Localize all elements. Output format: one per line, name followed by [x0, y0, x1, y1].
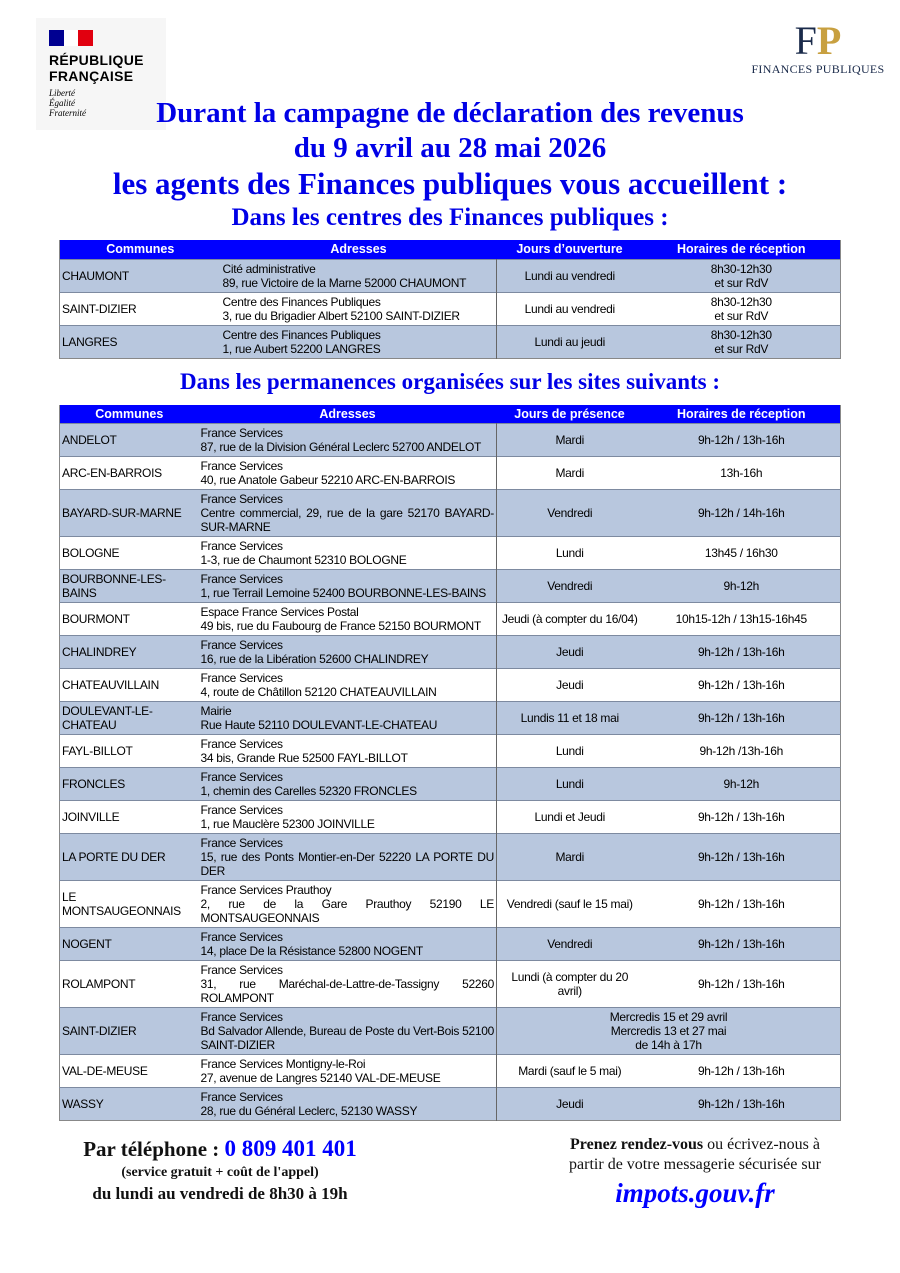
table-row	[60, 424, 841, 457]
hours-cell: 9h-12h / 13h-16h	[643, 636, 841, 669]
table-row	[60, 603, 841, 636]
section-title-permanences: Dans les permanences organisées sur les sites suivants :	[179, 368, 721, 394]
commune-cell: CHAUMONT	[60, 259, 221, 292]
commune-cell: NOGENT	[60, 928, 199, 961]
address-cell: France Services Prauthoy 2, rue de la Gare Prauthoy 52190 LE MONTSAUGEONNAIS	[199, 881, 497, 928]
column-header: Jours d’ouverture	[497, 240, 643, 259]
commune-cell: JOINVILLE	[60, 801, 199, 834]
days-cell: Jeudi	[497, 669, 643, 702]
address-cell: France Services 1-3, rue de Chaumont 52310 BOLOGNE	[199, 537, 497, 570]
rf-name: RÉPUBLIQUE FRANÇAISE	[49, 52, 144, 84]
hours-cell: 9h-12h / 13h-16h	[643, 801, 841, 834]
commune-cell: FRONCLES	[60, 768, 199, 801]
address-cell: Centre des Finances Publiques 1, rue Aubert 52200 LANGRES	[221, 325, 497, 358]
hours-cell: 9h-12h / 13h-16h	[643, 1055, 841, 1088]
phone-contact	[60, 1135, 380, 1211]
table-row	[60, 1088, 841, 1121]
days-cell: Vendredi	[497, 490, 643, 537]
fp-name: FINANCES PUBLIQUES	[751, 62, 885, 76]
rf-motto: Liberté Égalité Fraternité	[49, 88, 86, 118]
address-cell: France Services 40, rue Anatole Gabeur 52210 ARC-EN-BARROIS	[199, 457, 497, 490]
rdv-bold: Prenez rendez-vous	[570, 1136, 704, 1153]
address-cell: Centre des Finances Publiques 3, rue du Brigadier Albert 52100 SAINT-DIZIER	[221, 292, 497, 325]
address-cell: France Services 87, rue de la Division Général Leclerc 52700 ANDELOT	[199, 424, 497, 457]
phone-hours: du lundi au vendredi de 8h30 à 19h	[92, 1184, 348, 1203]
phone-note: (service gratuit + coût de l'appel)	[121, 1165, 319, 1180]
address-cell: France Services 16, rue de la Libération 52600 CHALINDREY	[199, 636, 497, 669]
centres-table	[59, 240, 841, 359]
days-cell: Lundi au vendredi	[497, 292, 643, 325]
column-header: Communes	[60, 405, 199, 424]
address-cell: France Services 34 bis, Grande Rue 52500 FAYL-BILLOT	[199, 735, 497, 768]
hours-cell: 8h30-12h30 et sur RdV	[643, 259, 841, 292]
days-cell: Lundi au vendredi	[497, 259, 643, 292]
commune-cell: LE MONTSAUGEONNAIS	[60, 881, 199, 928]
hours-cell: 9h-12h /13h-16h	[643, 735, 841, 768]
footer	[60, 1135, 845, 1211]
schedule-cell: Mercredis 15 et 29 avril Mercredis 13 et 27 mai de 14h à 17h	[497, 1008, 841, 1055]
hours-cell: 9h-12h / 13h-16h	[643, 669, 841, 702]
commune-cell: BOURBONNE-LES-BAINS	[60, 570, 199, 603]
fp-monogram-icon: FP	[794, 18, 842, 63]
hours-cell: 8h30-12h30 et sur RdV	[643, 292, 841, 325]
rdv-text: ou écrivez-nous à	[703, 1136, 820, 1153]
hours-cell: 9h-12h / 13h-16h	[643, 834, 841, 881]
table-row	[60, 1055, 841, 1088]
hours-cell: 13h-16h	[643, 457, 841, 490]
address-cell: Espace France Services Postal 49 bis, rue du Faubourg de France 52150 BOURMONT	[199, 603, 497, 636]
days-cell: Mardi (sauf le 5 mai)	[497, 1055, 643, 1088]
rdv-line2: partir de votre messagerie sécurisée sur	[569, 1156, 821, 1173]
days-cell: Lundis 11 et 18 mai	[497, 702, 643, 735]
address-cell: France Services 1, rue Mauclère 52300 JOINVILLE	[199, 801, 497, 834]
website-link[interactable]: impots.gouv.fr	[615, 1178, 775, 1208]
address-cell: France Services 14, place De la Résistance 52800 NOGENT	[199, 928, 497, 961]
commune-cell: BOURMONT	[60, 603, 199, 636]
commune-cell: BOLOGNE	[60, 537, 199, 570]
column-header: Communes	[60, 240, 221, 259]
days-cell: Lundi	[497, 735, 643, 768]
commune-cell: SAINT-DIZIER	[60, 1008, 199, 1055]
hours-cell: 9h-12h / 13h-16h	[643, 424, 841, 457]
section-title-centres: Dans les centres des Finances publiques :	[231, 204, 669, 231]
table-row	[60, 928, 841, 961]
commune-cell: DOULEVANT-LE-CHATEAU	[60, 702, 199, 735]
days-cell: Mardi	[497, 457, 643, 490]
commune-cell: VAL-DE-MEUSE	[60, 1055, 199, 1088]
hours-cell: 9h-12h / 13h-16h	[643, 928, 841, 961]
days-cell: Lundi (à compter du 20 avril)	[497, 961, 643, 1008]
address-cell: France Services 15, rue des Ponts Montier-en-Der 52220 LA PORTE DU DER	[199, 834, 497, 881]
hours-cell: 9h-12h / 13h-16h	[643, 702, 841, 735]
hours-cell: 9h-12h	[643, 570, 841, 603]
table-row	[60, 801, 841, 834]
days-cell: Lundi au jeudi	[497, 325, 643, 358]
table-row	[60, 881, 841, 928]
days-cell: Lundi	[497, 768, 643, 801]
table-row	[60, 537, 841, 570]
commune-cell: FAYL-BILLOT	[60, 735, 199, 768]
column-header: Adresses	[221, 240, 497, 259]
address-cell: France Services Montigny-le-Roi 27, avenue de Langres 52140 VAL-DE-MEUSE	[199, 1055, 497, 1088]
days-cell: Jeudi (à compter du 16/04)	[497, 603, 643, 636]
table-row	[60, 669, 841, 702]
table-row	[60, 325, 841, 358]
table-row	[60, 834, 841, 881]
commune-cell: ROLAMPONT	[60, 961, 199, 1008]
days-cell: Mardi	[497, 424, 643, 457]
commune-cell: ARC-EN-BARROIS	[60, 457, 199, 490]
days-cell: Mardi	[497, 834, 643, 881]
commune-cell: SAINT-DIZIER	[60, 292, 221, 325]
table-row	[60, 292, 841, 325]
headline-3: les agents des Finances publiques vous accueillent :	[112, 166, 788, 201]
commune-cell: CHATEAUVILLAIN	[60, 669, 199, 702]
address-cell: France Services 4, route de Châtillon 52120 CHATEAUVILLAIN	[199, 669, 497, 702]
table-row	[60, 457, 841, 490]
hours-cell: 9h-12h / 13h-16h	[643, 1088, 841, 1121]
days-cell: Jeudi	[497, 636, 643, 669]
days-cell: Lundi	[497, 537, 643, 570]
days-cell: Jeudi	[497, 1088, 643, 1121]
column-header: Horaires de réception	[643, 405, 841, 424]
headline-1: Durant la campagne de déclaration des revenus	[156, 97, 744, 129]
permanences-table	[59, 405, 841, 1122]
hours-cell: 13h45 / 16h30	[643, 537, 841, 570]
address-cell: France Services 28, rue du Général Leclerc, 52130 WASSY	[199, 1088, 497, 1121]
table-row	[60, 259, 841, 292]
hours-cell: 9h-12h / 14h-16h	[643, 490, 841, 537]
hours-cell: 9h-12h	[643, 768, 841, 801]
table-row	[60, 1008, 841, 1055]
address-cell: Cité administrative 89, rue Victoire de la Marne 52000 CHAUMONT	[221, 259, 497, 292]
commune-cell: CHALINDREY	[60, 636, 199, 669]
hours-cell: 8h30-12h30 et sur RdV	[643, 325, 841, 358]
hours-cell: 9h-12h / 13h-16h	[643, 961, 841, 1008]
days-cell: Vendredi (sauf le 15 mai)	[497, 881, 643, 928]
days-cell: Vendredi	[497, 570, 643, 603]
phone-number[interactable]: 0 809 401 401	[224, 1136, 357, 1161]
table-row	[60, 735, 841, 768]
headline-2: du 9 avril au 28 mai 2026	[293, 132, 607, 164]
address-cell: France Services 1, chemin des Carelles 52320 FRONCLES	[199, 768, 497, 801]
commune-cell: LA PORTE DU DER	[60, 834, 199, 881]
address-cell: France Services Bd Salvador Allende, Bureau de Poste du Vert-Bois 52100 SAINT-DIZIER	[199, 1008, 497, 1055]
days-cell: Lundi et Jeudi	[497, 801, 643, 834]
commune-cell: WASSY	[60, 1088, 199, 1121]
online-contact	[545, 1135, 845, 1211]
column-header: Jours de présence	[497, 405, 643, 424]
table-row	[60, 768, 841, 801]
table-row	[60, 961, 841, 1008]
table-row	[60, 490, 841, 537]
table-row	[60, 636, 841, 669]
address-cell: France Services 1, rue Terrail Lemoine 52400 BOURBONNE-LES-BAINS	[199, 570, 497, 603]
commune-cell: ANDELOT	[60, 424, 199, 457]
column-header: Adresses	[199, 405, 497, 424]
table-row	[60, 702, 841, 735]
address-cell: Mairie Rue Haute 52110 DOULEVANT-LE-CHATEAU	[199, 702, 497, 735]
phone-label: Par téléphone :	[83, 1137, 225, 1161]
days-cell: Vendredi	[497, 928, 643, 961]
commune-cell: BAYARD-SUR-MARNE	[60, 490, 199, 537]
hours-cell: 10h15-12h / 13h15-16h45	[643, 603, 841, 636]
column-header: Horaires de réception	[643, 240, 841, 259]
commune-cell: LANGRES	[60, 325, 221, 358]
table-row	[60, 570, 841, 603]
address-cell: France Services Centre commercial, 29, rue de la gare 52170 BAYARD-SUR-MARNE	[199, 490, 497, 537]
address-cell: France Services 31, rue Maréchal-de-Lattre-de-Tassigny 52260 ROLAMPONT	[199, 961, 497, 1008]
hours-cell: 9h-12h / 13h-16h	[643, 881, 841, 928]
